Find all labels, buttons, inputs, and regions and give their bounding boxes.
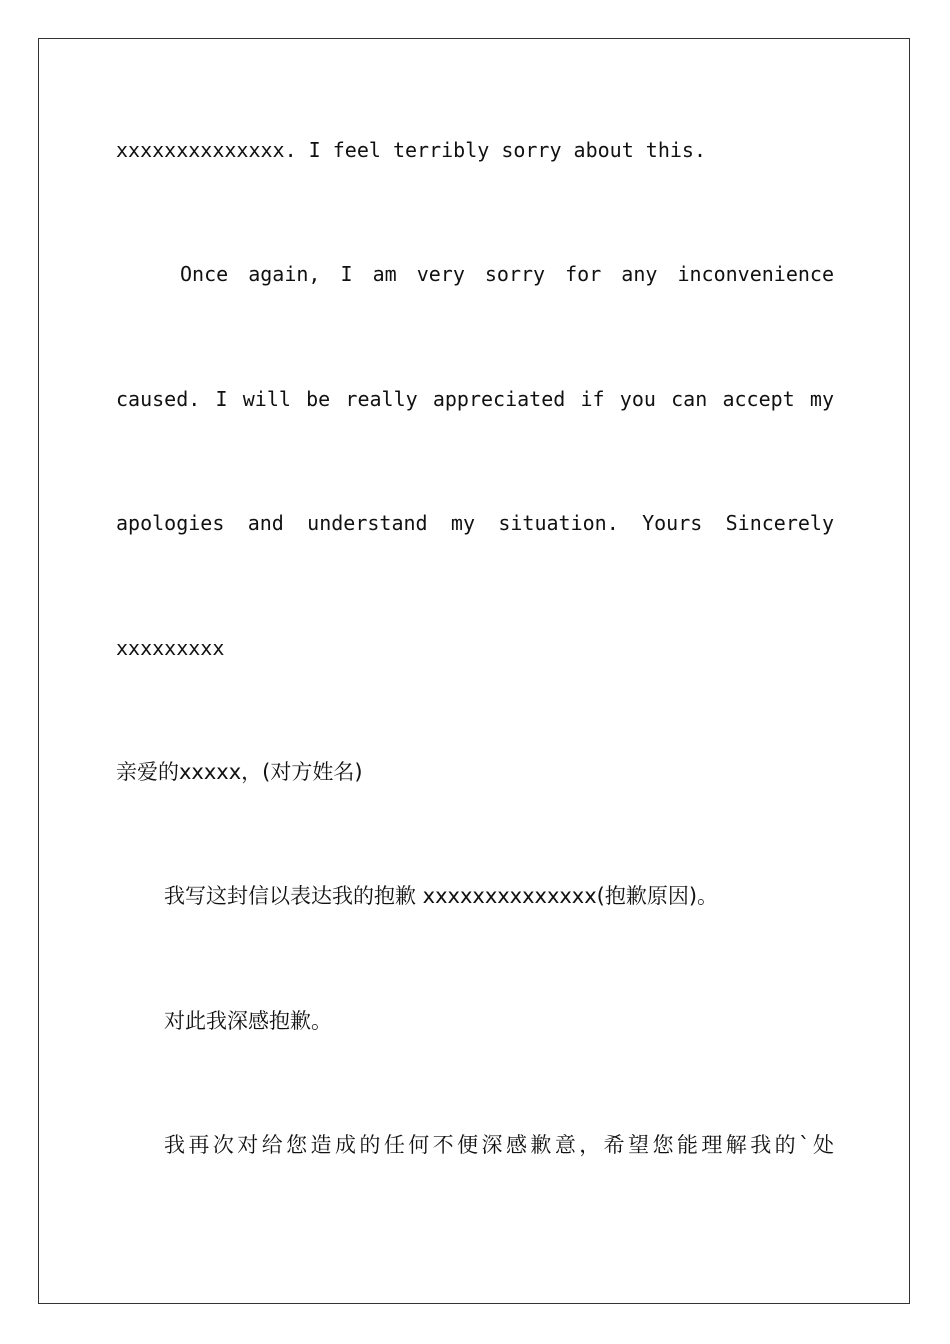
salutation-line: 亲爱的xxxxx，(对方姓名): [116, 760, 363, 784]
page-border: [38, 38, 910, 1304]
text-line-cn-3: 我再次对给您造成的任何不便深感歉意，希望您能理解我的`处: [164, 1133, 834, 1157]
text-line-cn-1: 我写这封信以表达我的抱歉 xxxxxxxxxxxxxx(抱歉原因)。: [164, 884, 719, 908]
signature-placeholder: xxxxxxxxx: [116, 636, 225, 660]
text-line-2: Once again, I am very sorry for any inconvenience: [180, 262, 834, 286]
text-line-cn-2: 对此我深感抱歉。: [164, 1009, 332, 1033]
text-line-4: apologies and understand my situation. Yours Sincerely: [116, 511, 834, 535]
text-line-3: caused. I will be really appreciated if you can accept my: [116, 387, 834, 411]
text-line-1: xxxxxxxxxxxxxx. I feel terribly sorry about this.: [116, 138, 707, 162]
